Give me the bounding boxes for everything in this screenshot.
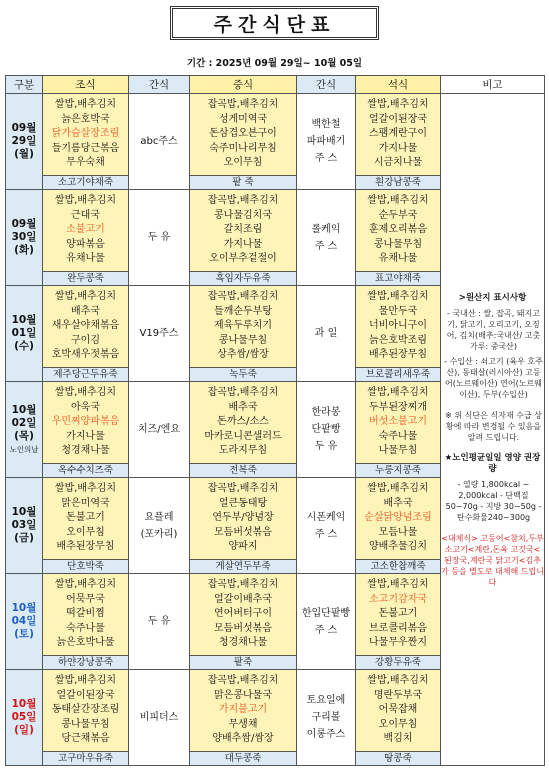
snack2-item: 주 스 xyxy=(314,240,338,252)
dinner-extra-porridge: 누룽지콩죽 xyxy=(356,464,441,478)
snack2-item: 두 유 xyxy=(314,441,338,452)
snack1-item: 요플레 xyxy=(144,511,174,523)
breakfast-item: 닭가슴살장조림 xyxy=(51,128,120,140)
dinner-item: 시금치나물 xyxy=(373,157,423,169)
dinner-item: 콩나물무침 xyxy=(373,238,423,250)
dinner-item: 쌀밥,배추김치 xyxy=(367,291,429,303)
breakfast-item: 쌀밥,배추김치 xyxy=(54,579,117,591)
dinner-menu xyxy=(356,478,441,560)
lunch-item: 양파지 xyxy=(228,541,258,553)
dinner-item: 명란두부국 xyxy=(373,689,423,701)
dinner-item: 어묵잡채 xyxy=(378,704,418,716)
lunch-item: 잡곡밥,배추김치 xyxy=(207,195,279,207)
dinner-item: 순두부국 xyxy=(378,209,418,221)
lunch-item: 마카로니콘샐러드 xyxy=(204,430,282,442)
lunch-item: 잡곡밥,배추김치 xyxy=(207,99,279,111)
snack2-item: 이롱주스 xyxy=(306,729,346,740)
lunch-extra-porridge: 팥죽 xyxy=(190,656,297,670)
lunch-extra-porridge: 녹두죽 xyxy=(190,368,297,382)
snack2-item: 백한철 xyxy=(311,119,341,130)
origin-import: - 수입산 : 쇠고기 (육우 호주산), 동태살(러시아산) 고등어(노르웨이산) 연어(노르웨이산), 두부(수입산) xyxy=(444,357,543,399)
day-label xyxy=(6,574,43,670)
snack2-menu xyxy=(297,574,356,670)
lunch-extra-porridge: 흑임자두유죽 xyxy=(190,272,297,286)
breakfast-item: 쌀밥,배추김치 xyxy=(54,99,117,111)
breakfast-item: 어묵무국 xyxy=(66,593,105,605)
day-label xyxy=(6,286,43,382)
snack1-item: 두 유 xyxy=(147,616,171,627)
dinner-item: 양배추물김치 xyxy=(369,541,427,553)
lunch-item: 잡곡밥,배추김치 xyxy=(207,483,279,495)
breakfast-extra-porridge: 완두콩죽 xyxy=(43,272,129,286)
snack2-item: 단팥빵 xyxy=(311,424,341,435)
snack2-item: 과 일 xyxy=(314,328,338,339)
lunch-menu xyxy=(190,574,297,656)
lunch-item: 모듬버섯볶음 xyxy=(214,622,272,634)
dinner-item: 배추국 xyxy=(383,497,413,509)
day-date-month: 10월 xyxy=(11,403,37,416)
dinner-extra-porridge: 강황두유죽 xyxy=(356,656,441,670)
day-date-day: 02일 xyxy=(11,416,37,429)
breakfast-menu xyxy=(43,190,129,272)
dinner-item: 유채나물 xyxy=(378,253,418,265)
dinner-menu xyxy=(356,94,441,176)
lunch-item: 오이무침 xyxy=(223,157,263,169)
snack1-item: abc주스 xyxy=(140,136,178,147)
breakfast-menu xyxy=(43,382,129,464)
breakfast-menu xyxy=(43,286,129,368)
lunch-item: 잡곡밥,배추김치 xyxy=(207,579,279,591)
snack2-item: 주 스 xyxy=(314,153,338,164)
breakfast-menu xyxy=(43,574,129,656)
breakfast-item: 새우살야채볶음 xyxy=(51,320,120,332)
breakfast-item: 쌀밥,배추김치 xyxy=(54,195,117,207)
header-breakfast: 조식 xyxy=(43,76,129,94)
dinner-menu xyxy=(356,190,441,272)
breakfast-item: 숙주나물 xyxy=(66,622,105,634)
dinner-item: 모듬나물 xyxy=(378,526,418,538)
menu-period: 기간 : 2025년 09월 29일~ 10월 05일 xyxy=(186,58,363,69)
breakfast-item: 무우숙채 xyxy=(66,157,105,169)
dinner-item: 버섯소불고기 xyxy=(369,416,427,428)
breakfast-item: 쌀밥,배추김치 xyxy=(54,291,117,303)
day-date-day: 01일 xyxy=(11,327,37,339)
dinner-item: 스팸계란구이 xyxy=(369,128,427,140)
lunch-item: 배추국 xyxy=(228,401,258,413)
lunch-item: 가지나물 xyxy=(223,238,263,250)
breakfast-item: 늙은호박나물 xyxy=(56,637,115,649)
lunch-item: 양배추쌈/쌈장 xyxy=(212,733,274,745)
lunch-item: 숙주미나리무침 xyxy=(209,142,277,154)
snack2-item: 파파배기 xyxy=(306,136,346,147)
breakfast-item: 구이김 xyxy=(71,334,100,346)
change-notice: ※ 위 식단은 식자재 수급 상황에 따라 변경될 수 있음을 알려 드립니다. xyxy=(445,411,542,442)
snack1-menu xyxy=(129,382,190,478)
dinner-item: 백김치 xyxy=(383,733,413,745)
dinner-menu xyxy=(356,382,441,464)
snack2-item: 주 스 xyxy=(314,624,338,636)
dinner-item: 두부된장찌개 xyxy=(369,401,427,413)
day-weekday: (화) xyxy=(14,244,34,256)
snack1-item: V19주스 xyxy=(139,328,179,339)
lunch-menu xyxy=(190,382,297,464)
dinner-extra-porridge: 땅콩죽 xyxy=(356,752,441,766)
day-label xyxy=(6,478,43,574)
breakfast-item: 아욱국 xyxy=(71,401,100,413)
breakfast-extra-porridge: 소고기야채죽 xyxy=(43,176,129,190)
breakfast-item: 호박새우젓볶음 xyxy=(51,349,120,361)
lunch-item: 맑은콩나물국 xyxy=(214,689,272,701)
breakfast-extra-porridge: 하얀강낭콩죽 xyxy=(43,656,129,670)
day-weekday: (토) xyxy=(14,628,34,640)
snack2-menu xyxy=(297,478,356,574)
breakfast-item: 우민찌양파볶음 xyxy=(51,416,120,428)
lunch-item: 얼큰동태탕 xyxy=(218,497,268,509)
snack2-item: 구리볼 xyxy=(311,712,341,723)
day-label xyxy=(6,382,43,478)
lunch-item: 잡곡밥,배추김치 xyxy=(207,675,279,687)
day-date-month: 10월 xyxy=(11,506,37,518)
day-date-month: 10월 xyxy=(11,698,37,710)
lunch-menu xyxy=(190,478,297,560)
breakfast-item: 돈불고기 xyxy=(66,512,105,524)
lunch-item: 얼갈이배추국 xyxy=(214,593,272,605)
header-notes: 비고 xyxy=(441,76,545,94)
lunch-menu xyxy=(190,670,297,752)
dinner-extra-porridge: 흰강남콩죽 xyxy=(356,176,441,190)
lunch-item: 잡곡밥,배추김치 xyxy=(207,291,279,303)
dinner-item: 가지나물 xyxy=(378,142,418,154)
lunch-item: 오이부추겉절이 xyxy=(209,253,277,265)
dinner-item: 쌀밥,배추김치 xyxy=(367,387,429,399)
snack1-item: 치즈/엔요 xyxy=(137,424,180,435)
dinner-extra-porridge: 표고야채죽 xyxy=(356,272,441,286)
dinner-item: 숙주나물 xyxy=(378,430,418,442)
snack2-item: 한라봉 xyxy=(311,407,341,418)
breakfast-item: 근대국 xyxy=(71,209,100,221)
snack1-menu xyxy=(129,286,190,382)
day-date-month: 10월 xyxy=(11,314,37,326)
day-holiday: 노인의날 xyxy=(9,444,39,454)
day-weekday: (월) xyxy=(14,148,34,160)
breakfast-menu xyxy=(43,94,129,176)
day-label xyxy=(6,670,43,766)
breakfast-item: 들기름당근볶음 xyxy=(51,142,120,154)
lunch-item: 제육두루치기 xyxy=(214,320,272,332)
breakfast-item: 당근채볶음 xyxy=(61,733,110,745)
lunch-item: 잡곡밥,배추김치 xyxy=(207,387,279,399)
day-date-month: 09월 xyxy=(11,218,37,230)
lunch-item: 들깨순두부탕 xyxy=(214,305,272,317)
dinner-item: 물만두국 xyxy=(378,305,418,317)
lunch-item: 갈치조림 xyxy=(223,224,263,236)
header-day: 구분 xyxy=(6,76,43,94)
snack2-item: 주 스 xyxy=(314,528,338,540)
header-lunch: 중식 xyxy=(190,76,297,94)
breakfast-item: 쌀밥,배추김치 xyxy=(54,483,117,495)
dinner-item: 쌀밥,배추김치 xyxy=(367,195,429,207)
snack2-item: 롤케익 xyxy=(311,223,341,235)
lunch-item: 콩나물김치국 xyxy=(214,209,272,221)
lunch-item: 상추쌈/쌈장 xyxy=(217,349,269,361)
dinner-item: 순살닭양념조림 xyxy=(364,512,432,524)
lunch-extra-porridge: 대두콩죽 xyxy=(190,752,297,766)
breakfast-item: 콩나물무침 xyxy=(61,718,110,730)
calorie-items: - 열량 1,800kcal ~ 2,000kcal - 단백질 50~70g - 지방 30~50g - 탄수화물240~300g xyxy=(445,480,542,522)
snack1-item: 비피더스 xyxy=(139,712,179,723)
lunch-item: 청경채나물 xyxy=(218,637,268,649)
dinner-item: 배추된장무침 xyxy=(369,349,427,361)
weekly-menu-table xyxy=(5,75,545,766)
snack2-item: 시폰케익 xyxy=(306,511,346,523)
page-title: 주간식단표 xyxy=(170,6,379,40)
dinner-item: 나물무우짠지 xyxy=(369,637,427,649)
breakfast-menu xyxy=(43,670,129,752)
lunch-extra-porridge: 전복죽 xyxy=(190,464,297,478)
breakfast-item: 유채나물 xyxy=(66,253,105,265)
day-weekday: (금) xyxy=(14,532,34,544)
breakfast-extra-porridge: 옥수수치즈죽 xyxy=(43,464,129,478)
day-date-day: 03일 xyxy=(11,519,37,531)
calorie-title: ★노인평균일일 영양 권장량 xyxy=(444,453,541,474)
dinner-item: 쌀밥,배추김치 xyxy=(367,99,429,111)
snack1-item: 두 유 xyxy=(147,232,171,243)
breakfast-item: 가지나물 xyxy=(66,430,105,442)
lunch-item: 연어버터구이 xyxy=(214,608,272,620)
breakfast-item: 배추국 xyxy=(71,305,100,317)
dinner-item: 얼갈이된장국 xyxy=(369,113,427,125)
snack2-menu xyxy=(297,94,356,190)
breakfast-menu xyxy=(43,478,129,560)
dinner-item: 오이무침 xyxy=(378,718,418,730)
breakfast-item: 배추된장무침 xyxy=(56,541,115,553)
breakfast-extra-porridge: 단호박죽 xyxy=(43,560,129,574)
day-label xyxy=(6,190,43,286)
day-label xyxy=(6,94,43,190)
snack1-menu xyxy=(129,478,190,574)
day-weekday: (일) xyxy=(14,724,34,736)
dinner-menu xyxy=(356,574,441,656)
snack2-menu xyxy=(297,670,356,766)
breakfast-item: 얼갈이된장국 xyxy=(56,689,115,701)
breakfast-item: 떡갈비찜 xyxy=(66,608,105,620)
dinner-menu xyxy=(356,670,441,752)
day-weekday: (수) xyxy=(14,340,34,352)
day-date-day: 05일 xyxy=(11,711,37,723)
dinner-item: 쌀밥,배추김치 xyxy=(367,483,429,495)
lunch-item: 모듬버섯볶음 xyxy=(214,526,272,538)
dinner-item: 소고기감자국 xyxy=(369,593,427,605)
snack2-menu xyxy=(297,286,356,382)
origin-title: >원산지 표시사항 xyxy=(458,293,527,303)
dinner-item: 돈불고기 xyxy=(378,608,418,620)
day-date-month: 10월 xyxy=(11,602,37,614)
day-date-month: 09월 xyxy=(11,122,37,134)
day-weekday: (목) xyxy=(14,429,34,442)
breakfast-extra-porridge: 제주당근두유죽 xyxy=(43,368,129,382)
breakfast-item: 맑은미역국 xyxy=(61,497,110,509)
snack1-menu xyxy=(129,574,190,670)
snack1-menu xyxy=(129,190,190,286)
snack1-item: (포카리) xyxy=(140,528,178,540)
snack1-menu xyxy=(129,670,190,766)
notes-panel xyxy=(441,94,545,766)
dinner-extra-porridge: 고소한참깨죽 xyxy=(356,560,441,574)
lunch-item: 돈삼겹오븐구이 xyxy=(209,128,277,140)
snack2-item: 토요일에 xyxy=(306,695,346,706)
header-snack-1: 간식 xyxy=(129,76,190,94)
breakfast-item: 늙은호박국 xyxy=(61,113,110,125)
day-date-day: 30일 xyxy=(11,231,37,243)
dinner-extra-porridge: 브로콜리새우죽 xyxy=(356,368,441,382)
lunch-item: 무생채 xyxy=(228,718,258,730)
breakfast-item: 쌀밥,배추김치 xyxy=(54,387,117,399)
day-date-day: 29일 xyxy=(11,135,37,147)
day-date-day: 04일 xyxy=(11,615,37,627)
breakfast-item: 양파볶음 xyxy=(66,238,105,250)
substitute-notice: <대체식> 고등어<참치,두부 소고기<계란,돈육 고깃국<된장국,계란국 닭고기<김추가 등을 별도로 대체해 드립니다 xyxy=(441,534,544,587)
lunch-item: 콩나물무침 xyxy=(218,334,268,346)
breakfast-item: 소불고기 xyxy=(66,224,105,236)
breakfast-item: 청경채나물 xyxy=(61,445,110,457)
dinner-item: 브로콜리볶음 xyxy=(369,622,427,634)
dinner-item: 나물무침 xyxy=(378,445,418,457)
lunch-menu xyxy=(190,190,297,272)
lunch-item: 돈까스/소스 xyxy=(217,416,269,428)
snack2-menu xyxy=(297,382,356,478)
dinner-item: 늙은호박조림 xyxy=(369,334,427,346)
dinner-item: 훈제오리볶음 xyxy=(369,224,427,236)
snack2-menu xyxy=(297,190,356,286)
lunch-extra-porridge: 팥 죽 xyxy=(190,176,297,190)
lunch-extra-porridge: 게살연두부죽 xyxy=(190,560,297,574)
lunch-item: 성게미역국 xyxy=(218,113,268,125)
lunch-item: 연두부/양념장 xyxy=(212,512,274,524)
dinner-item: 너비아니구이 xyxy=(369,320,427,332)
dinner-menu xyxy=(356,286,441,368)
snack2-item: 한입단팥빵 xyxy=(301,607,351,619)
header-dinner: 석식 xyxy=(356,76,441,94)
snack1-menu xyxy=(129,94,190,190)
dinner-item: 쌀밥,배추김치 xyxy=(367,675,429,687)
breakfast-item: 오이무침 xyxy=(66,526,105,538)
lunch-menu xyxy=(190,94,297,176)
header-snack-2: 간식 xyxy=(297,76,356,94)
day-row xyxy=(6,94,545,176)
breakfast-extra-porridge: 고구마우유죽 xyxy=(43,752,129,766)
lunch-menu xyxy=(190,286,297,368)
lunch-item: 가지불고기 xyxy=(218,704,268,716)
breakfast-item: 쌀밥,배추김치 xyxy=(54,675,117,687)
dinner-item: 쌀밥,배추김치 xyxy=(367,579,429,591)
breakfast-item: 동태살간장조림 xyxy=(51,704,120,716)
origin-domestic: - 국내산 : 쌀, 잡곡, 돼지고기, 닭고기, 오리고기, 오징어, 김치(배추:국내산/ 고춧가루: 중국산) xyxy=(446,309,541,351)
lunch-item: 도라지무침 xyxy=(218,445,268,457)
